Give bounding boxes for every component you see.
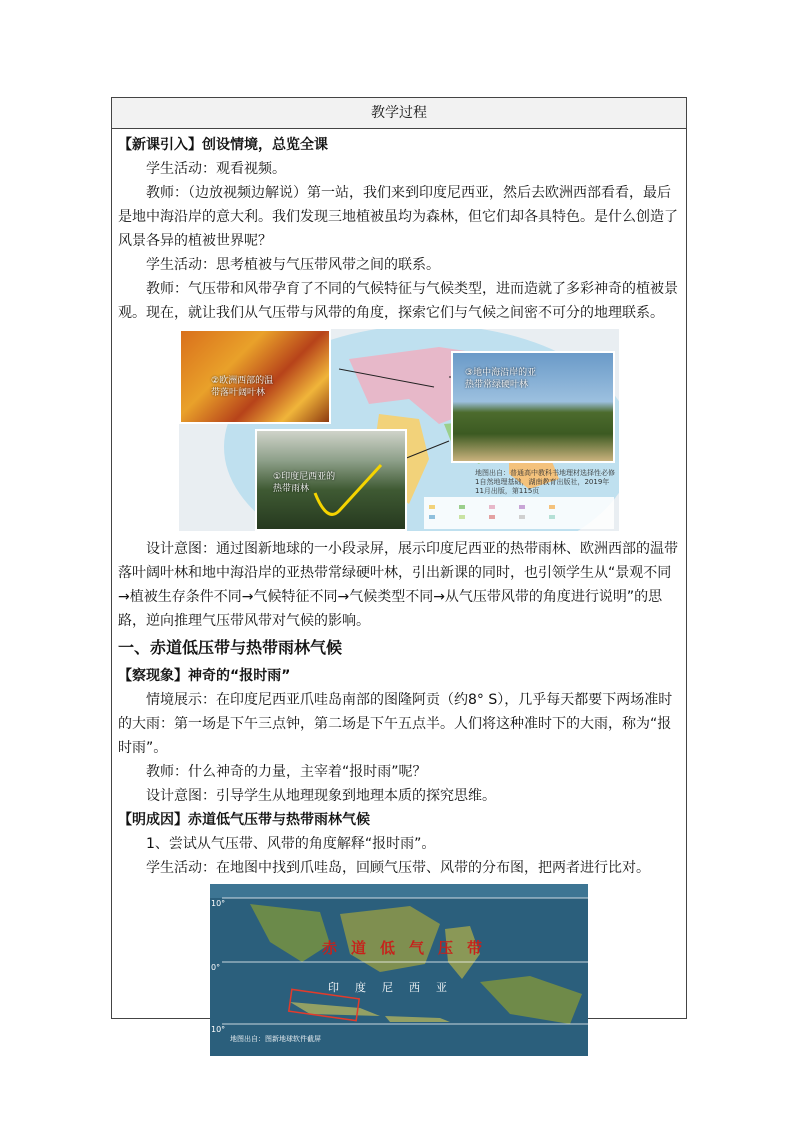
indonesia-rainforest-photo (255, 429, 407, 531)
figure-vegetation-wrap (118, 329, 680, 531)
intro-student-thinking: 学生活动：思考植被与气压带风带之间的联系。 (146, 257, 440, 273)
scene-display: 情境展示：在印度尼西亚爪哇岛南部的图隆阿贡（约8° S），几乎每天都要下两场准时的大雨：第一场是下午三点钟，第二场是下午五点半。人们将这种准时下的大雨，称为“报时雨”。 (118, 692, 673, 756)
latitude-10n: 10° (211, 899, 226, 908)
vegetation-world-map-figure (179, 329, 619, 531)
table-content (112, 129, 686, 1056)
intro-heading-bracket: 【新课引入】 (118, 137, 202, 153)
figure1-credit: 地图出自：普通高中教科书地理材选择性必修1自然地理基础，湖南教育出版社，2019年11月出版，第115页 (475, 469, 615, 495)
cause-text: 赤道低气压带与热带雨林气候 (188, 812, 370, 828)
figure2-credit: 地图出自：图新地球软件截屏 (230, 1035, 321, 1043)
lesson-table (111, 97, 687, 1043)
figure-indonesia-wrap (118, 884, 680, 1056)
yellow-arrow-icon (257, 431, 407, 531)
design-intent-2: 设计意图：引导学生从地理现象到地理本质的探究思维。 (146, 788, 496, 804)
design-intent-1: 设计意图：通过图新地球的一小段录屏，展示印度尼西亚的热带雨林、欧洲西部的温带落叶阔叶林和地中海沿岸的亚热带常绿硬叶林，引出新课的同时，也引领学生从“景观不同→植被生存条件不同→气候特征不同→气候类型不同→从气压带风带的角度进行说明”的思路，逆向推理气压带风带对气候的影响。 (118, 541, 678, 629)
latitude-0: 0° (211, 963, 221, 972)
observe-heading (118, 664, 680, 688)
student-activity-map: 学生活动：在地图中找到爪哇岛，回顾气压带、风带的分布图，把两者进行比对。 (146, 860, 650, 876)
intro-heading (118, 133, 680, 157)
observe-bracket: 【察现象】 (118, 668, 188, 684)
indonesia-label: 印度尼西亚 (328, 981, 463, 994)
section-title: 一、赤道低压带与热带雨林气候 (118, 638, 343, 657)
teacher-question: 教师：什么神奇的力量，主宰着“报时雨”呢？ (146, 764, 427, 780)
intro-teacher-explanation: 教师：气压带和风带孕育了不同的气候特征与气候类型，进而造就了多彩神奇的植被景观。现在，就让我们从气压带与风带的角度，探索它们与气候之间密不可分的地理联系。 (118, 281, 678, 321)
cause-bracket: 【明成因】 (118, 812, 188, 828)
question-1: 1、尝试从气压带、风带的角度解释“报时雨”。 (146, 836, 436, 852)
europe-deciduous-forest-photo (179, 329, 331, 424)
indonesia-forest-label: ①印度尼西亚的热带雨林 (273, 472, 336, 494)
latitude-10s: 10° (211, 1025, 226, 1034)
equatorial-low-band-label: 赤道低气压带 (322, 939, 497, 957)
intro-heading-text: 创设情境，总览全课 (202, 137, 328, 153)
mediterranean-sclerophyll-forest-photo (451, 351, 615, 463)
intro-student-activity: 学生活动：观看视频。 (146, 161, 286, 177)
indonesia-map-figure (210, 884, 588, 1056)
cause-heading (118, 808, 680, 832)
mediterranean-forest-label: ③地中海沿岸的亚热带常绿硬叶林 (465, 368, 537, 390)
observe-text: 神奇的“报时雨” (188, 668, 291, 684)
table-header: 教学过程 (112, 98, 686, 129)
intro-teacher-narration: 教师：（边放视频边解说）第一站，我们来到印度尼西亚，然后去欧洲西部看看，最后是地中海沿岸的意大利。我们发现三地植被虽均为森林，但它们却各具特色。是什么创造了风景各异的植被世界呢？ (118, 185, 678, 249)
europe-forest-label: ②欧洲西部的温带落叶阔叶林 (211, 376, 274, 398)
